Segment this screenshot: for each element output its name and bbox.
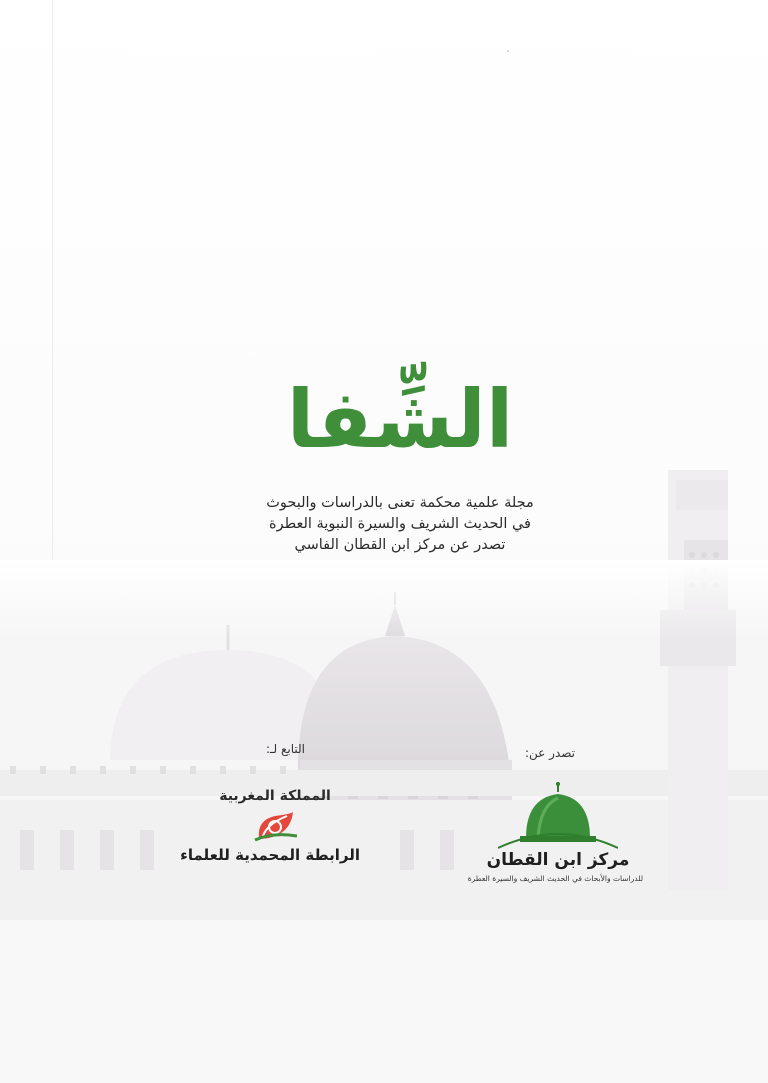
league-emblem-icon — [253, 810, 297, 844]
center-logo — [467, 780, 643, 890]
green-dome-icon — [498, 780, 618, 850]
center-name: مركز ابن القطان — [486, 850, 630, 870]
journal-title: الشِّفا — [286, 373, 514, 466]
journal-logo — [240, 360, 560, 490]
league-logo — [180, 788, 360, 878]
affiliation-label: التابع لـ: — [265, 742, 305, 756]
center-tagline: للدراسات والأبحاث في الحديث الشريف والسيرة العطرة — [467, 874, 643, 883]
journal-subtitle — [230, 493, 570, 556]
league-name: الرابطة المحمدية للعلماء — [180, 846, 360, 864]
subtitle-line-2: في الحديث الشريف والسيرة النبوية العطرة — [269, 516, 531, 532]
league-country: المملكة المغربية — [219, 788, 331, 804]
publisher-label: تصدر عن: — [525, 746, 575, 760]
subtitle-line-3: تصدر عن مركز ابن القطان الفاسي — [294, 537, 506, 553]
subtitle-line-1: مجلة علمية محكمة تعنى بالدراسات والبحوث — [266, 495, 534, 511]
